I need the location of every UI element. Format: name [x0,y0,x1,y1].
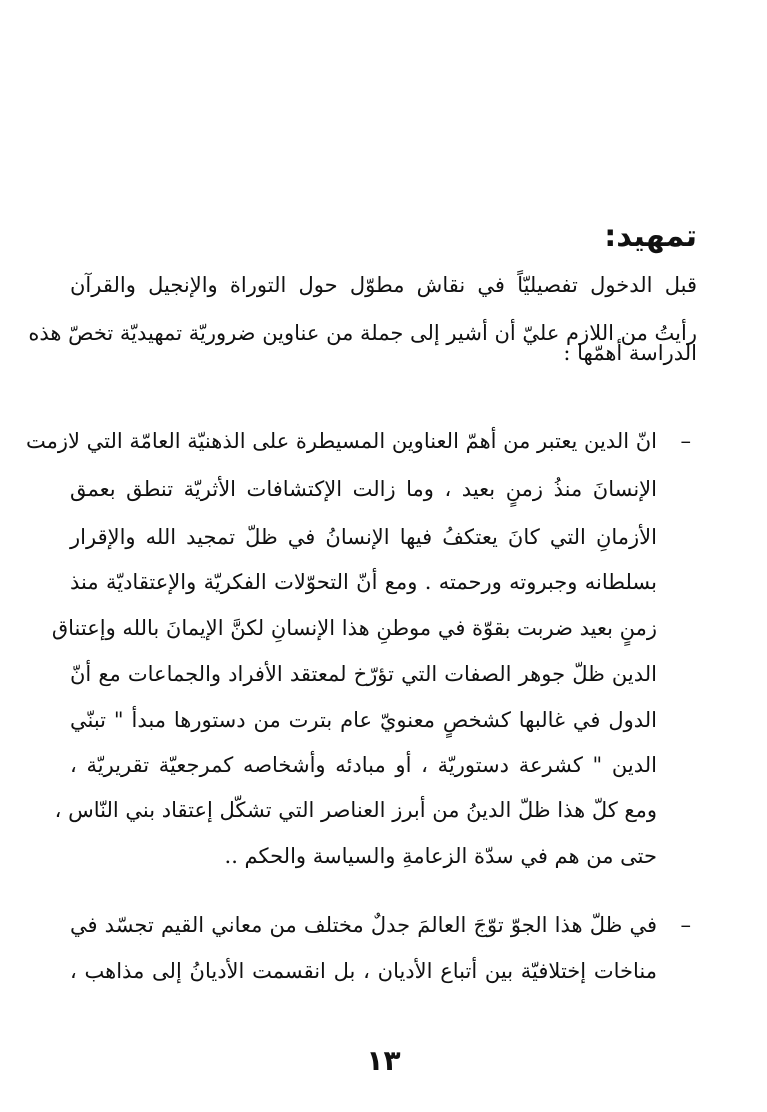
item1-line-8: الدين " كشرعة دستوريّة ، أو مبادئه وأشخاصه كمرجعيّة تقريريّة ، [70,753,657,777]
item1-line-7: الدول في غالبها كشخصٍ معنويّ عام بترت من دستورها مبدأ " تبنّي [70,708,657,732]
item2-line-1: في ظلّ هذا الجوّ توّجَ العالمَ جدلٌ مختلف من معاني القيم تجسّد في [70,913,657,937]
item2-line-2: مناخات إختلافيّة بين أتباع الأديان ، بل انقسمت الأديانُ إلى مذاهب ، [70,959,657,983]
item1-line-2: الإنسانَ منذُ زمنٍ بعيد ، وما زالت الإكتشافات الأثريّة تنطق بعمق [70,477,657,501]
intro-line-2: رأيتُ من اللازم عليّ أن أشير إلى جملة من عناوين ضروريّة تمهيديّة تخصّ هذه [28,321,697,345]
intro-line-3: الدراسة أهمّها : [563,341,697,365]
page-number: ١٣ [366,1044,401,1077]
item1-line-5: زمنٍ بعيد ضربت بقوّة في موطنِ هذا الإنسانِ لكنَّ الإيمانَ بالله وإعتناق [51,616,657,640]
item1-line-3: الأزمانِ التي كانَ يعتكفُ فيها الإنسانُ في ظلّ تمجيد الله والإقرار [70,525,657,549]
intro-line-1: قبل الدخول تفصيليّاً في نقاش مطوّل حول التوراة والإنجيل والقرآن [70,273,697,297]
item1-line-10: حتى من هم في سدّة الزعامةِ والسياسة والحكم .. [224,844,657,868]
list-item-dash-2: – [680,913,691,937]
item1-line-4: بسلطانه وجبروته ورحمته . ومع أنّ التحوّلات الفكريّة والإعتقاديّة منذ [70,570,657,594]
item1-line-1: انّ الدين يعتبر من أهمّ العناوين المسيطرة على الذهنيّة العامّة التي لازمت [25,429,657,453]
item1-line-9: ومع كلّ هذا ظلّ الدينُ من أبرز العناصر التي تشكّل إعتقاد بني النّاس ، [54,798,657,822]
section-heading: تمهيد: [604,219,697,254]
list-item-dash-1: – [680,429,691,453]
item1-line-6: الدين ظلّ جوهر الصفات التي تؤرّخ لمعتقد الأفراد والجماعات مع أنّ [70,662,657,686]
